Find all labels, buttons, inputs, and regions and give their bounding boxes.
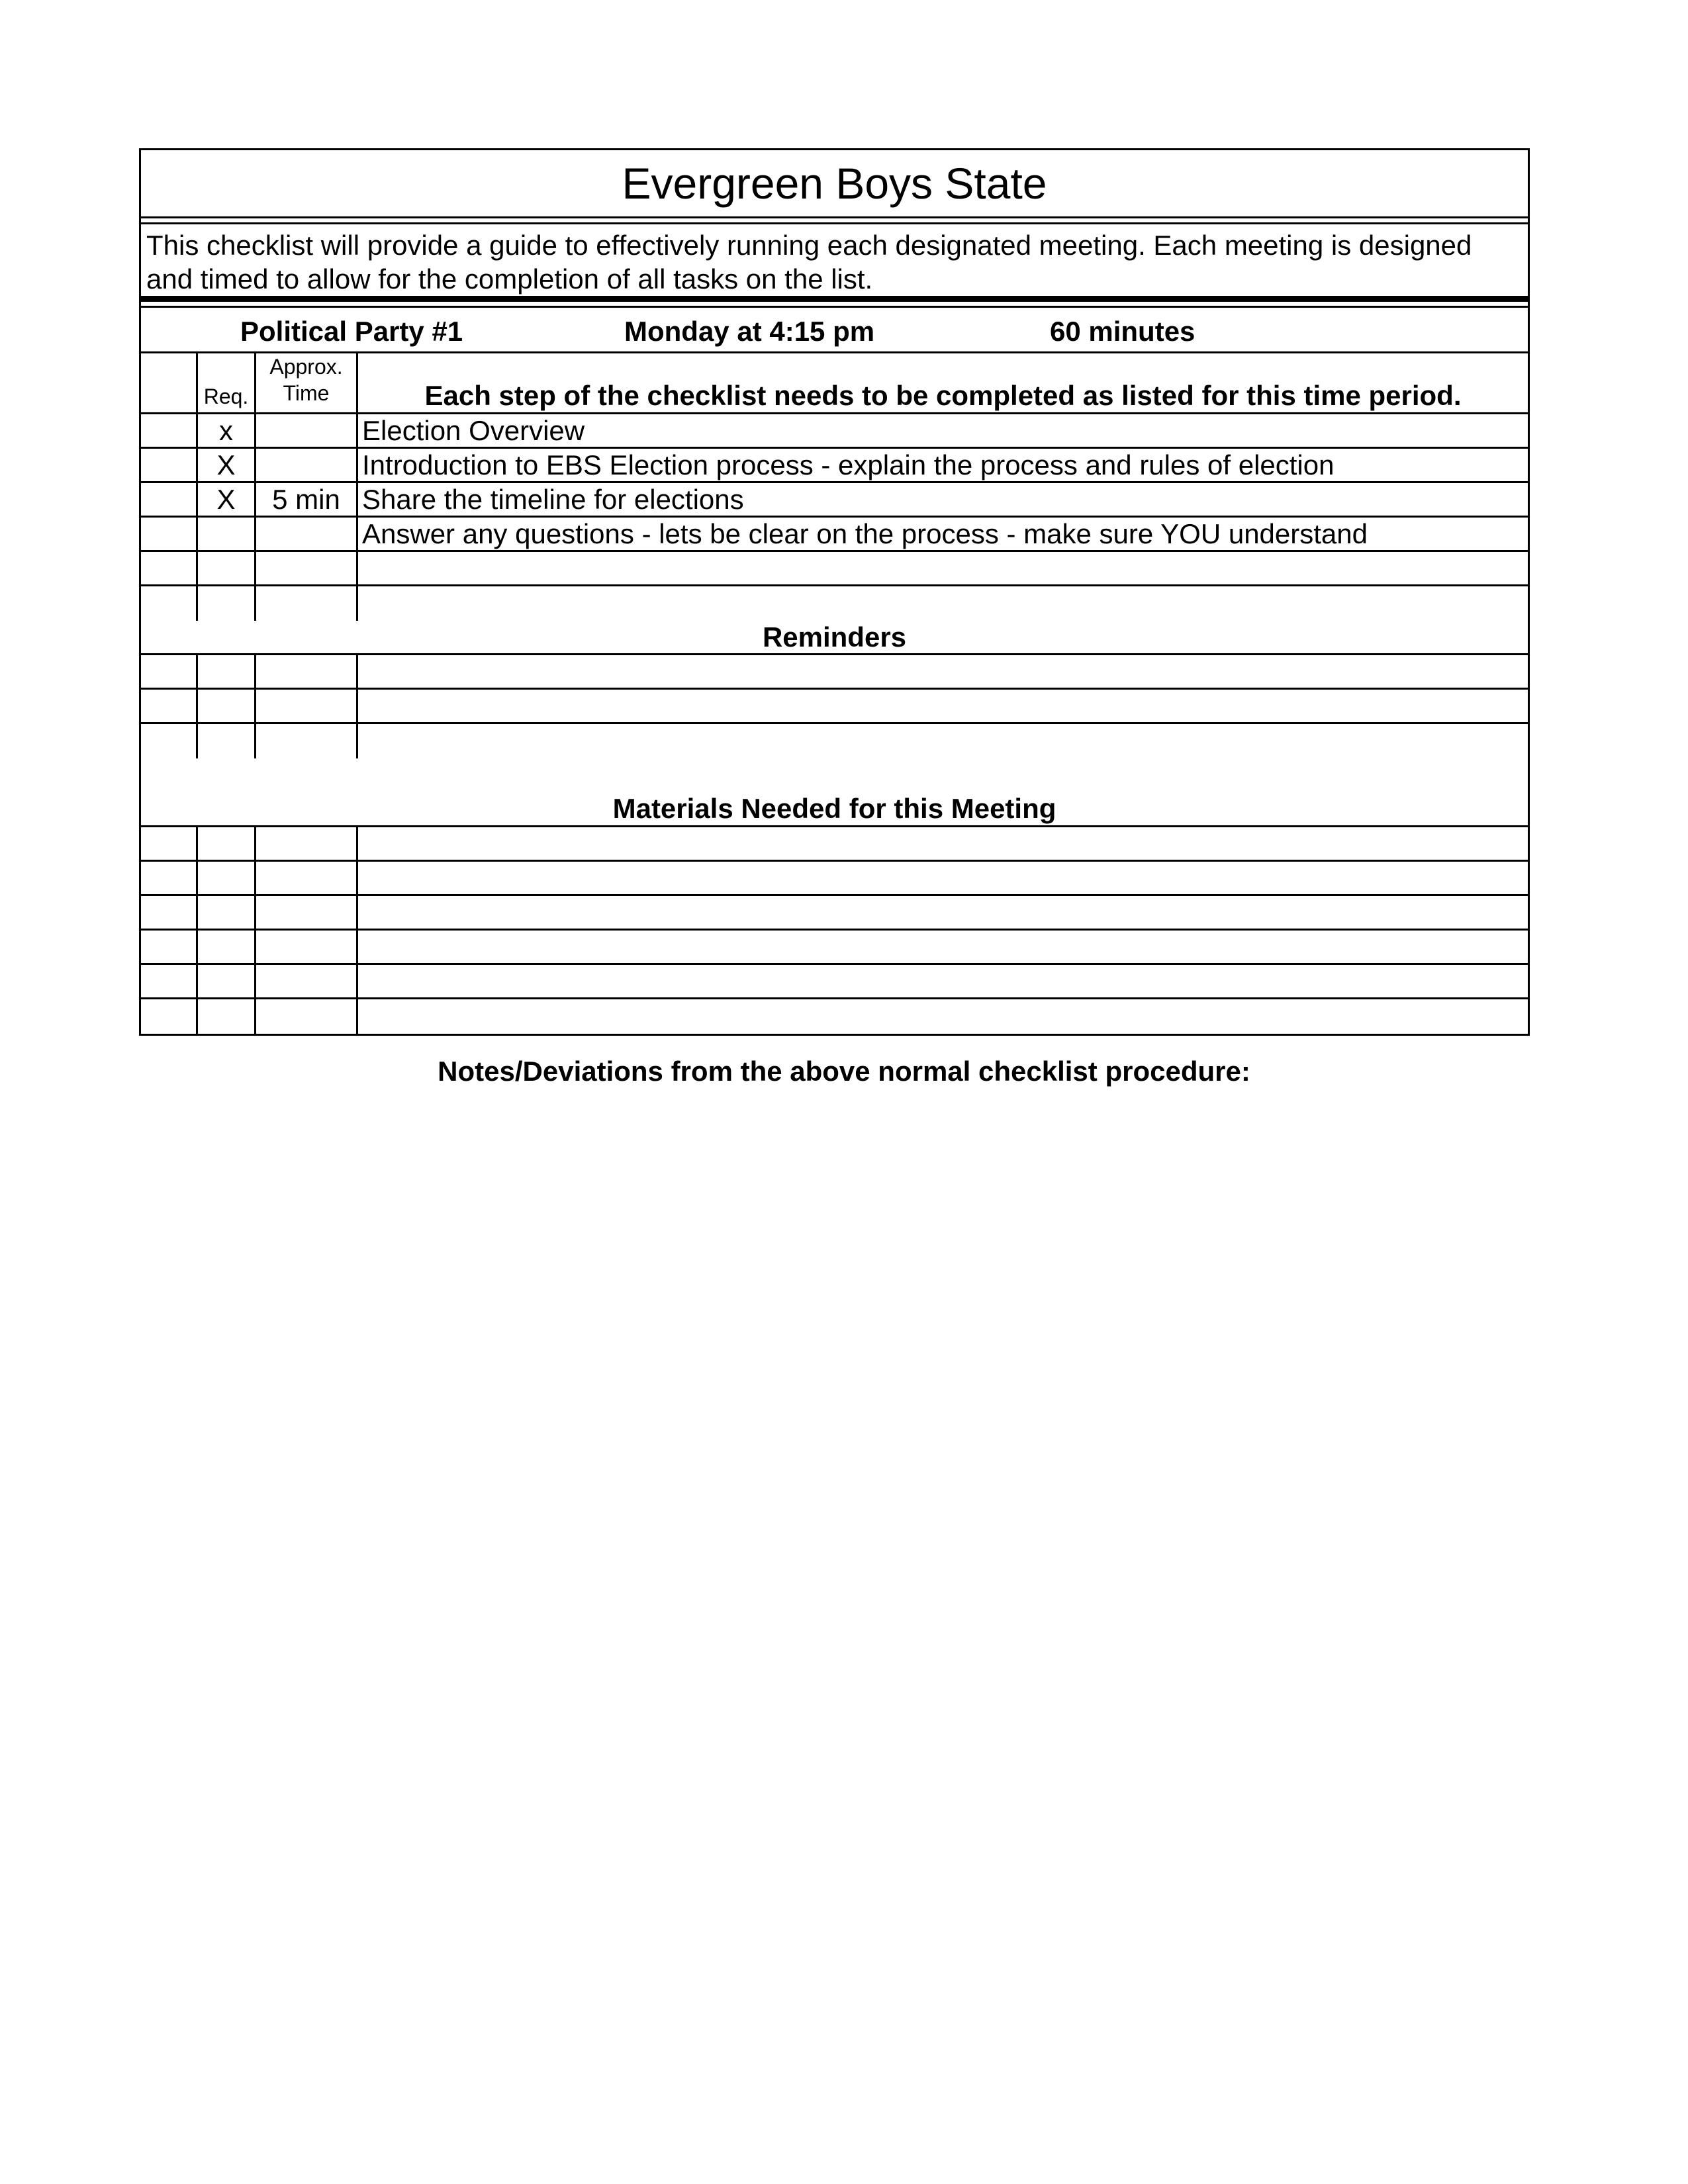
req-cell bbox=[198, 586, 256, 621]
req-cell bbox=[198, 896, 256, 929]
time-cell bbox=[256, 552, 358, 584]
req-cell bbox=[198, 690, 256, 722]
table-row bbox=[141, 414, 1528, 449]
table-row bbox=[141, 552, 1528, 586]
approx-time-column-header: Approx. Time bbox=[256, 353, 358, 412]
check-cell[interactable] bbox=[141, 965, 198, 997]
check-cell[interactable] bbox=[141, 999, 198, 1034]
req-cell bbox=[198, 552, 256, 584]
task-cell bbox=[358, 862, 1528, 894]
check-cell[interactable] bbox=[141, 896, 198, 929]
req-cell: X bbox=[198, 449, 256, 481]
table-row bbox=[141, 724, 1528, 758]
check-cell[interactable] bbox=[141, 690, 198, 722]
table-row bbox=[141, 483, 1528, 518]
req-cell bbox=[198, 999, 256, 1034]
task-cell: Answer any questions - lets be clear on the process - make sure YOU understand bbox=[362, 518, 1368, 549]
task-cell: Election Overview bbox=[362, 415, 585, 446]
task-cell bbox=[358, 586, 1528, 621]
check-column-header bbox=[141, 353, 198, 412]
materials-section bbox=[141, 827, 1528, 1034]
check-cell[interactable] bbox=[141, 414, 198, 447]
req-cell bbox=[198, 862, 256, 894]
task-cell bbox=[358, 690, 1528, 722]
meeting-duration: 60 minutes bbox=[1050, 316, 1196, 347]
check-cell[interactable] bbox=[141, 931, 198, 963]
req-cell: X bbox=[198, 483, 256, 516]
time-cell bbox=[256, 862, 358, 894]
table-row bbox=[141, 518, 1528, 552]
instruction-header: Each step of the checklist needs to be completed as listed for this time period. bbox=[424, 380, 1462, 411]
time-cell bbox=[256, 414, 358, 447]
materials-heading: Materials Needed for this Meeting bbox=[141, 758, 1528, 827]
req-cell bbox=[198, 724, 256, 758]
check-cell[interactable] bbox=[141, 827, 198, 860]
meeting-name: Political Party #1 bbox=[240, 316, 463, 347]
tasks-section bbox=[141, 414, 1528, 621]
table-row bbox=[141, 896, 1528, 931]
task-cell bbox=[358, 999, 1528, 1034]
time-cell: 5 min bbox=[256, 483, 358, 516]
table-row bbox=[141, 586, 1528, 621]
time-cell bbox=[256, 449, 358, 481]
table-row bbox=[141, 965, 1528, 999]
time-cell bbox=[256, 965, 358, 997]
table-row bbox=[141, 862, 1528, 896]
time-cell bbox=[256, 518, 358, 550]
check-cell[interactable] bbox=[141, 655, 198, 688]
task-cell bbox=[358, 827, 1528, 860]
table-row bbox=[141, 449, 1528, 483]
time-cell bbox=[256, 690, 358, 722]
time-cell bbox=[256, 827, 358, 860]
table-header-row bbox=[141, 353, 1528, 414]
time-cell bbox=[256, 655, 358, 688]
table-row bbox=[141, 827, 1528, 862]
req-cell bbox=[198, 965, 256, 997]
task-cell: Share the timeline for elections bbox=[362, 484, 744, 515]
page-title: Evergreen Boys State bbox=[141, 150, 1528, 218]
req-cell bbox=[198, 827, 256, 860]
time-cell bbox=[256, 724, 358, 758]
meeting-time: Monday at 4:15 pm bbox=[624, 316, 875, 347]
reminders-heading: Reminders bbox=[141, 621, 1528, 655]
check-cell[interactable] bbox=[141, 449, 198, 481]
table-row bbox=[141, 690, 1528, 724]
checklist-sheet bbox=[139, 148, 1530, 1036]
table-row bbox=[141, 999, 1528, 1034]
req-cell bbox=[198, 655, 256, 688]
time-cell bbox=[256, 999, 358, 1034]
reminders-section bbox=[141, 655, 1528, 758]
meeting-info bbox=[141, 306, 1528, 353]
intro-text: This checklist will provide a guide to effectively running each designated meeting. Each meeting is designed and timed to allow for the completion of all tasks on the list. bbox=[141, 222, 1528, 302]
req-column-header: Req. bbox=[198, 353, 256, 412]
check-cell[interactable] bbox=[141, 862, 198, 894]
table-row bbox=[141, 655, 1528, 690]
notes-label: Notes/Deviations from the above normal checklist procedure: bbox=[438, 1056, 1250, 1087]
req-cell: x bbox=[198, 414, 256, 447]
table-row bbox=[141, 931, 1528, 965]
check-cell[interactable] bbox=[141, 724, 198, 758]
task-cell bbox=[358, 931, 1528, 963]
check-cell[interactable] bbox=[141, 483, 198, 516]
task-cell bbox=[358, 552, 1528, 584]
task-cell bbox=[358, 965, 1528, 997]
task-cell bbox=[358, 724, 1528, 758]
time-cell bbox=[256, 931, 358, 963]
check-cell[interactable] bbox=[141, 552, 198, 584]
time-cell bbox=[256, 896, 358, 929]
task-cell: Introduction to EBS Election process - explain the process and rules of election bbox=[362, 449, 1335, 480]
req-cell bbox=[198, 931, 256, 963]
check-cell[interactable] bbox=[141, 586, 198, 621]
time-cell bbox=[256, 586, 358, 621]
req-cell bbox=[198, 518, 256, 550]
check-cell[interactable] bbox=[141, 518, 198, 550]
task-cell bbox=[358, 896, 1528, 929]
task-cell bbox=[358, 655, 1528, 688]
